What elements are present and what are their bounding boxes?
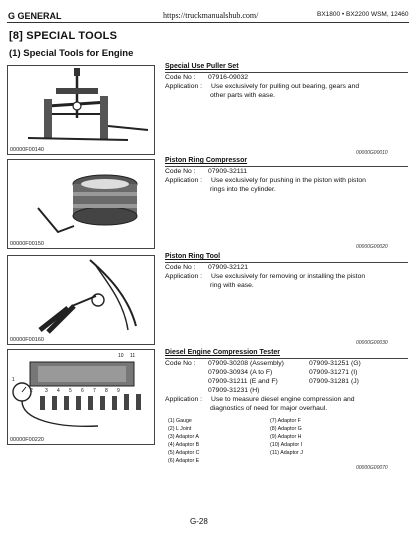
code-value: 07909-30208 (Assembly): [208, 360, 284, 367]
code-value: 07909-31251 (G): [309, 360, 361, 367]
application-text: Use exclusively for removing or installing the piston: [211, 273, 366, 280]
callout-11: 11: [130, 353, 136, 359]
piston-ring-tool-illustration: [8, 256, 154, 336]
callout-4: 4: [57, 388, 60, 394]
part-item: (2) L Joint: [168, 426, 192, 432]
reference-code: 00000G00010: [356, 150, 388, 156]
callout-3: 3: [45, 388, 48, 394]
callout-9: 9: [117, 388, 120, 394]
section-title: [8] SPECIAL TOOLS: [9, 30, 118, 42]
part-item: (9) Adaptor H: [270, 434, 302, 440]
application-text: Use exclusively for pushing in the piston with piston: [211, 177, 366, 184]
application-label: Application :: [165, 396, 203, 403]
code-value: 07909-31231 (H): [208, 387, 260, 394]
callout-1: 1: [12, 377, 15, 383]
part-item: (11) Adaptor J: [270, 450, 303, 456]
code-label: Code No :: [165, 360, 196, 367]
tool-divider: [165, 166, 408, 167]
reference-code: 00000G00070: [356, 465, 388, 471]
piston-ring-compressor-illustration: [8, 160, 154, 240]
code-value: 07909-32111: [208, 168, 248, 175]
compression-tester-image: [7, 349, 155, 445]
page-number: G-28: [190, 517, 208, 526]
code-value: 07909-31211 (E and F): [208, 378, 278, 385]
part-item: (3) Adaptor A: [168, 434, 199, 440]
image-code: 00000F00220: [10, 437, 44, 443]
part-item: (10) Adaptor I: [270, 442, 303, 448]
code-label: Code No :: [165, 74, 196, 81]
code-label: Code No :: [165, 264, 196, 271]
code-value: 07909-30934 (A to F): [208, 369, 273, 376]
reference-code: 00000G00020: [356, 244, 388, 250]
callout-8: 8: [105, 388, 108, 394]
application-label: Application :: [165, 273, 203, 280]
tool-name: Piston Ring Tool: [165, 253, 221, 260]
code-value: 07909-31271 (I): [309, 369, 358, 376]
code-value: 07916-09032: [208, 74, 249, 81]
piston-ring-compressor-image: [7, 159, 155, 249]
application-text: Use exclusively for pulling out bearing, gears and: [211, 83, 360, 90]
callout-10: 10: [118, 353, 124, 359]
callout-6: 6: [81, 388, 84, 394]
callout-5: 5: [69, 388, 72, 394]
application-label: Application :: [165, 83, 203, 90]
part-item: (4) Adaptor B: [168, 442, 200, 448]
puller-set-image: [7, 65, 155, 155]
tool-name: Diesel Engine Compression Tester: [165, 349, 281, 356]
part-item: (7) Adaptor F: [270, 418, 301, 424]
callout-7: 7: [93, 388, 96, 394]
tool-divider: [165, 72, 408, 73]
application-text: other parts with ease.: [210, 92, 275, 99]
application-text: ring with ease.: [210, 282, 254, 289]
tool-name: Piston Ring Compressor: [165, 157, 248, 164]
part-item: (5) Adaptor C: [168, 450, 200, 456]
application-text: diagnostics of need for major overhaul.: [210, 405, 328, 412]
image-code: 00000F00150: [10, 241, 44, 247]
piston-ring-tool-image: [7, 255, 155, 345]
part-item: (8) Adaptor G: [270, 426, 302, 432]
part-item: (1) Gauge: [168, 418, 192, 424]
puller-set-illustration: [8, 66, 154, 146]
code-label: Code No :: [165, 168, 196, 175]
image-code: 00000F00160: [10, 337, 44, 343]
header-divider: [7, 22, 409, 23]
code-value: 07909-31281 (J): [309, 378, 359, 385]
callout-2: 2: [30, 388, 33, 394]
tool-name: Special Use Puller Set: [165, 63, 239, 70]
tool-divider: [165, 262, 408, 263]
application-label: Application :: [165, 177, 203, 184]
code-value: 07909-32121: [208, 264, 249, 271]
header-manual-id: BX1800 • BX2200 WSM, 12460: [317, 11, 409, 18]
part-item: (6) Adaptor E: [168, 458, 200, 464]
subsection-title: (1) Special Tools for Engine: [9, 48, 134, 59]
reference-code: 00000G00030: [356, 340, 388, 346]
image-code: 00000F00140: [10, 147, 44, 153]
tool-divider: [165, 358, 408, 359]
header-url[interactable]: https://truckmanualshub.com/: [163, 11, 259, 20]
application-text: Use to measure diesel engine compression and: [211, 396, 355, 403]
header-section-label: G GENERAL: [8, 11, 62, 21]
application-text: rings into the cylinder.: [210, 186, 276, 193]
